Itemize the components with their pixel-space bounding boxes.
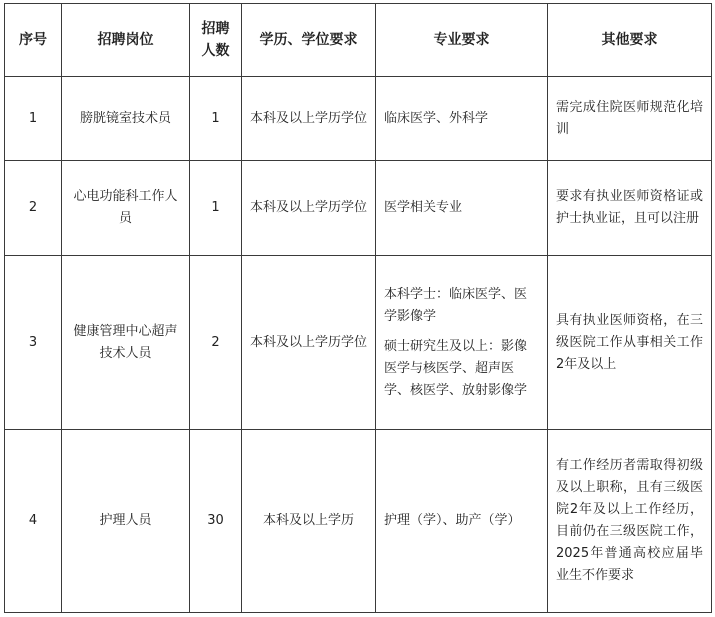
cell-position: 护理人员 bbox=[62, 430, 190, 613]
cell-other: 需完成住院医师规范化培训 bbox=[548, 77, 712, 161]
cell-education-text: 本科及以上学历学位 bbox=[249, 334, 367, 350]
cell-position-text: 心电功能科工作人员 bbox=[73, 189, 178, 226]
cell-position-text: 膀胱镜室技术员 bbox=[79, 110, 171, 126]
header-major: 专业要求 bbox=[376, 4, 548, 77]
cell-education bbox=[242, 77, 376, 161]
header-other: 其他要求 bbox=[548, 4, 712, 77]
cell-major: 护理（学）、助产（学） bbox=[376, 430, 548, 613]
cell-other: 要求有执业医师资格证或护士执业证，且可以注册 bbox=[548, 161, 712, 256]
cell-seq: 3 bbox=[5, 256, 62, 430]
cell-major: 医学相关专业 bbox=[376, 161, 548, 256]
recruitment-table bbox=[4, 3, 712, 613]
major-graduate: 硕士研究生及以上：影像医学与核医学、超声医学、核医学、放射影像学 bbox=[384, 338, 528, 398]
cell-education bbox=[242, 256, 376, 430]
cell-education-text: 本科及以上学历学位 bbox=[249, 200, 367, 215]
cell-major: 临床医学、外科学 bbox=[376, 77, 548, 161]
cell-other: 具有执业医师资格，在三级医院工作从事相关工作2年及以上 bbox=[548, 256, 712, 430]
major-undergrad: 本科学士：临床医学、医学影像学 bbox=[384, 286, 528, 324]
cell-position-text: 健康管理中心超声技术人员 bbox=[73, 323, 178, 361]
table-row bbox=[5, 256, 712, 430]
header-count-line2: 人数 bbox=[201, 43, 230, 59]
cell-major bbox=[376, 256, 548, 430]
cell-count: 1 bbox=[190, 77, 242, 161]
header-row bbox=[5, 4, 712, 77]
cell-seq: 4 bbox=[5, 430, 62, 613]
cell-education-text: 本科及以上学历学位 bbox=[249, 110, 367, 126]
cell-position bbox=[62, 161, 190, 256]
table-row bbox=[5, 430, 712, 613]
cell-position bbox=[62, 77, 190, 161]
cell-seq: 2 bbox=[5, 161, 62, 256]
cell-education bbox=[242, 161, 376, 256]
cell-count: 30 bbox=[190, 430, 242, 613]
cell-count: 2 bbox=[190, 256, 242, 430]
header-count bbox=[190, 4, 242, 77]
header-education: 学历、学位要求 bbox=[242, 4, 376, 77]
table-row bbox=[5, 161, 712, 256]
table-row bbox=[5, 77, 712, 161]
cell-position bbox=[62, 256, 190, 430]
header-seq: 序号 bbox=[5, 4, 62, 77]
header-count-line1: 招聘 bbox=[201, 21, 230, 37]
cell-seq: 1 bbox=[5, 77, 62, 161]
cell-other: 有工作经历者需取得初级及以上职称，且有三级医院2年及以上工作经历，目前仍在三级医院工作，2025年普通高校应届毕业生不作要求 bbox=[548, 430, 712, 613]
cell-count: 1 bbox=[190, 161, 242, 256]
cell-education: 本科及以上学历 bbox=[242, 430, 376, 613]
header-position: 招聘岗位 bbox=[62, 4, 190, 77]
